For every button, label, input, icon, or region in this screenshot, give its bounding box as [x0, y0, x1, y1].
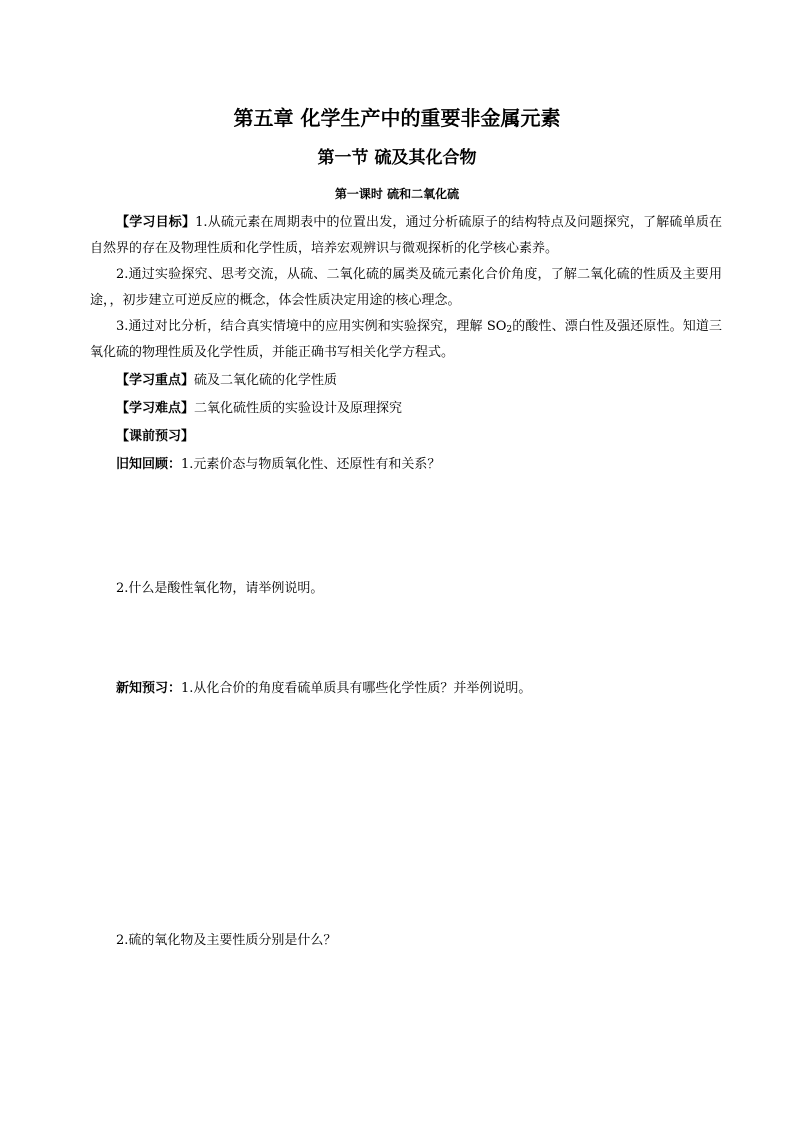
preview-heading	[90, 424, 722, 450]
new-lead: 新知预习：	[116, 681, 182, 696]
review-question-2-text: 2.什么是酸性氧化物，请举例说明。	[116, 581, 324, 596]
difficulty-text: 二氧化硫性质的实验设计及原理探究	[194, 401, 403, 416]
objectives-paragraph-2	[90, 262, 722, 314]
review-question-2	[90, 576, 722, 602]
objectives-item-2: 2.通过实验探究、思考交流，从硫、二氧化硫的属类及硫元素化合价角度，了解二氧化硫的性质及主要用途，，初步建立可逆反应的概念，体会性质决定用途的核心理念。	[90, 267, 722, 308]
difficulty-paragraph	[90, 396, 722, 422]
review-question-1-text: 1.元素价态与物质氧化性、还原性有和关系？	[181, 457, 441, 472]
review-question-1	[90, 452, 722, 478]
chapter-title: 第五章 化学生产中的重要非金属元素	[233, 106, 561, 130]
objectives-item-3-subscript: 2	[506, 325, 513, 335]
new-question-1	[90, 676, 722, 702]
objectives-paragraph-1	[90, 210, 722, 262]
objectives-label: 【学习目标】	[116, 215, 196, 230]
preview-label: 【课前预习】	[116, 429, 195, 444]
new-question-2	[90, 928, 722, 954]
objectives-item-3-after: 的酸性、漂白性及强还原性。知道三氧化硫的物理性质及化学性质，并能正确书写相关化学方程式。	[90, 319, 722, 360]
lesson-title: 第一课时 硫和二氧化硫	[334, 187, 460, 201]
objectives-item-3-before: 3.通过对比分析，结合真实情境中的应用实例和实验探究，理解 SO	[116, 319, 507, 334]
objectives-paragraph-3	[90, 314, 722, 366]
key-point-label: 【学习重点】	[116, 373, 195, 388]
difficulty-label: 【学习难点】	[116, 401, 195, 416]
objectives-item-1: 1.从硫元素在周期表中的位置出发，通过分析硫原子的结构特点及问题探究，了解硫单质在自然界的存在及物理性质和化学性质，培养宏观辨识与微观探析的化学核心素养。	[90, 215, 722, 256]
new-question-1-text: 1.从化合价的角度看硫单质具有哪些化学性质？并举例说明。	[181, 681, 532, 696]
key-point-paragraph	[90, 368, 722, 394]
section-title: 第一节 硫及其化合物	[317, 148, 477, 168]
key-point-text: 硫及二氧化硫的化学性质	[194, 373, 338, 388]
new-question-2-text: 2.硫的氧化物及主要性质分别是什么？	[116, 933, 337, 948]
review-lead: 旧知回顾：	[116, 457, 182, 472]
